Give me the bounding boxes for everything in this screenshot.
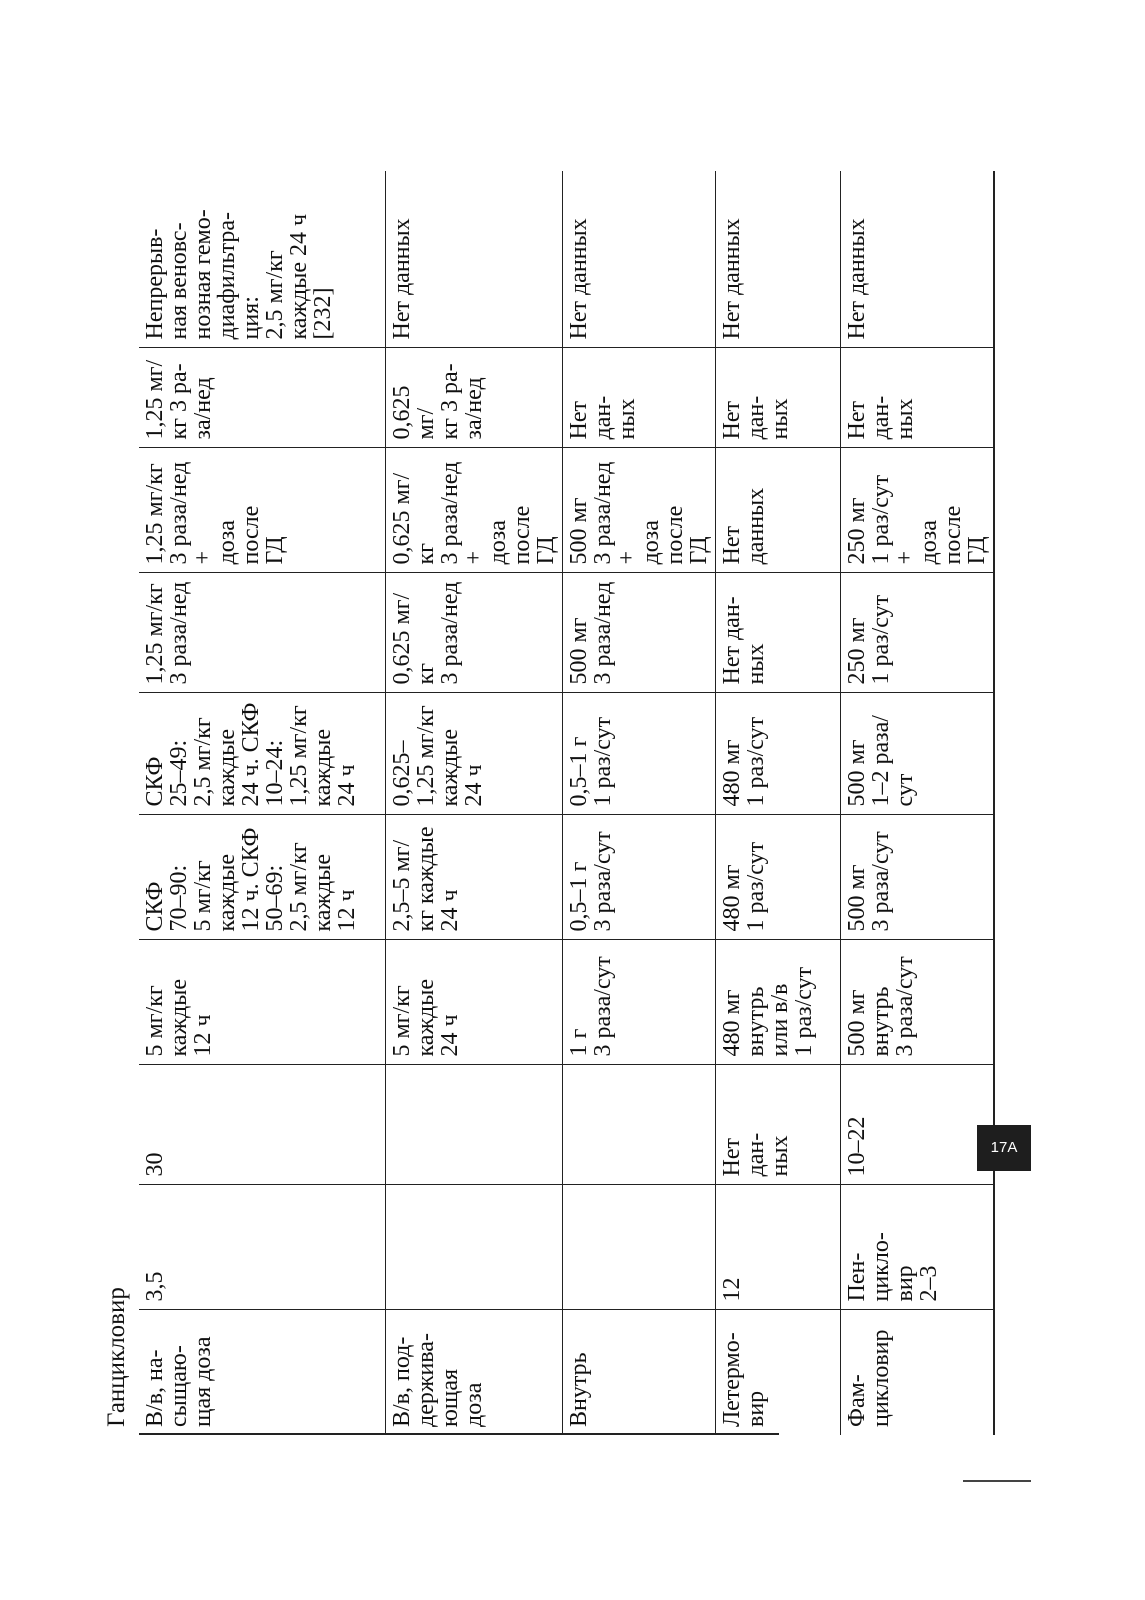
table-row	[139, 171, 386, 1435]
cell-t-half-esrd: Нет дан- ных	[716, 1065, 841, 1185]
cell-route: В/в, под- держива- ющая доза	[386, 1310, 563, 1435]
cell-dose-normal: 1 г 3 раза/сут	[563, 940, 716, 1065]
cell-dose-hd: 500 мг 3 раза/нед + доза после ГД	[563, 448, 716, 573]
dosage-table	[139, 171, 995, 1435]
cell-dose-pd: Нет дан- ных	[716, 348, 841, 448]
cell-dose-pd: Нет дан- ных	[563, 348, 716, 448]
cell-dose-crrt: Нет данных	[841, 171, 995, 348]
cell-t-half-esrd	[386, 1065, 563, 1185]
cell-t-half-normal: 12	[716, 1185, 841, 1310]
cell-dose-gfr-min: 1,25 мг/кг 3 раза/нед	[139, 573, 386, 693]
cell-dose-pd: 1,25 мг/ кг 3 ра- за/нед	[139, 348, 386, 448]
cell-t-half-normal	[386, 1185, 563, 1310]
cell-dose-gfr-high: 2,5–5 мг/ кг каждые 24 ч	[386, 815, 563, 940]
cell-dose-crrt: Нет данных	[716, 171, 841, 348]
cell-dose-gfr-low: 480 мг 1 раз/сут	[716, 693, 841, 815]
cell-dose-gfr-min: 500 мг 3 раза/нед	[563, 573, 716, 693]
cell-dose-gfr-low: 0,625– 1,25 мг/кг каждые 24 ч	[386, 693, 563, 815]
cell-dose-hd: 1,25 мг/кг 3 раза/нед + доза после ГД	[139, 448, 386, 573]
cell-route: Внутрь	[563, 1310, 716, 1435]
cell-t-half-esrd	[563, 1065, 716, 1185]
cell-dose-gfr-min: 0,625 мг/кг 3 раза/нед	[386, 573, 563, 693]
cell-t-half-normal: 3,5	[139, 1185, 386, 1310]
cell-t-half-normal: Пен- цикло- вир 2–3	[841, 1185, 995, 1310]
cell-dose-gfr-high: СКФ 70–90: 5 мг/кг каждые 12 ч. СКФ 50–69: 2,5 мг/кг каждые 12 ч	[139, 815, 386, 940]
cell-dose-hd: Нет данных	[716, 448, 841, 573]
cell-dose-gfr-high: 500 мг 3 раза/сут	[841, 815, 995, 940]
table-row	[563, 171, 716, 1435]
table-row	[716, 171, 841, 1435]
cell-dose-gfr-min: 250 мг 1 раз/сут	[841, 573, 995, 693]
cell-t-half-esrd: 30	[139, 1065, 386, 1185]
cell-dose-pd: Нет дан- ных	[841, 348, 995, 448]
cell-route: Фам- цикловир	[841, 1310, 995, 1435]
cell-dose-hd: 0,625 мг/кг 3 раза/нед + доза после ГД	[386, 448, 563, 573]
table-row	[386, 171, 563, 1435]
cell-route: В/в, на- сыщаю- щая доза	[139, 1310, 386, 1435]
cell-route: Летермо- вир	[716, 1310, 841, 1435]
cell-dose-normal: 5 мг/кг каждые 24 ч	[386, 940, 563, 1065]
cell-dose-gfr-low: 0,5–1 г 1 раз/сут	[563, 693, 716, 815]
cell-dose-normal: 500 мг внутрь 3 раза/сут	[841, 940, 995, 1065]
rotated-table-page	[95, 75, 990, 1435]
cell-dose-crrt: Непрерыв- ная веновс- нозная гемо- диафильтра- ция: 2,5 мг/кг каждые 24 ч [232]	[139, 171, 386, 348]
footer-rule	[963, 1480, 1031, 1482]
cell-t-half-esrd: 10–22	[841, 1065, 995, 1185]
cell-dose-gfr-high: 480 мг 1 раз/сут	[716, 815, 841, 940]
cell-dose-gfr-min: Нет дан- ных	[716, 573, 841, 693]
cell-dose-gfr-low: 500 мг 1–2 раза/ сут	[841, 693, 995, 815]
cell-dose-normal: 5 мг/кг каждые 12 ч	[139, 940, 386, 1065]
cell-dose-pd: 0,625 мг/ кг 3 ра- за/нед	[386, 348, 563, 448]
cell-dose-gfr-high: 0,5–1 г 3 раза/сут	[563, 815, 716, 940]
table-row	[841, 171, 995, 1435]
cell-dose-crrt: Нет данных	[563, 171, 716, 348]
cell-t-half-normal	[563, 1185, 716, 1310]
section-title: Ганцикловир	[103, 1287, 130, 1427]
cell-dose-hd: 250 мг 1 раз/сут + доза после ГД	[841, 448, 995, 573]
cell-dose-crrt: Нет данных	[386, 171, 563, 348]
cell-dose-normal: 480 мг внутрь или в/в 1 раз/сут	[716, 940, 841, 1065]
chapter-tab-badge: 17А	[977, 1125, 1031, 1171]
cell-dose-gfr-low: СКФ 25–49: 2,5 мг/кг каждые 24 ч. СКФ 10–24: 1,25 мг/кг каждые 24 ч	[139, 693, 386, 815]
